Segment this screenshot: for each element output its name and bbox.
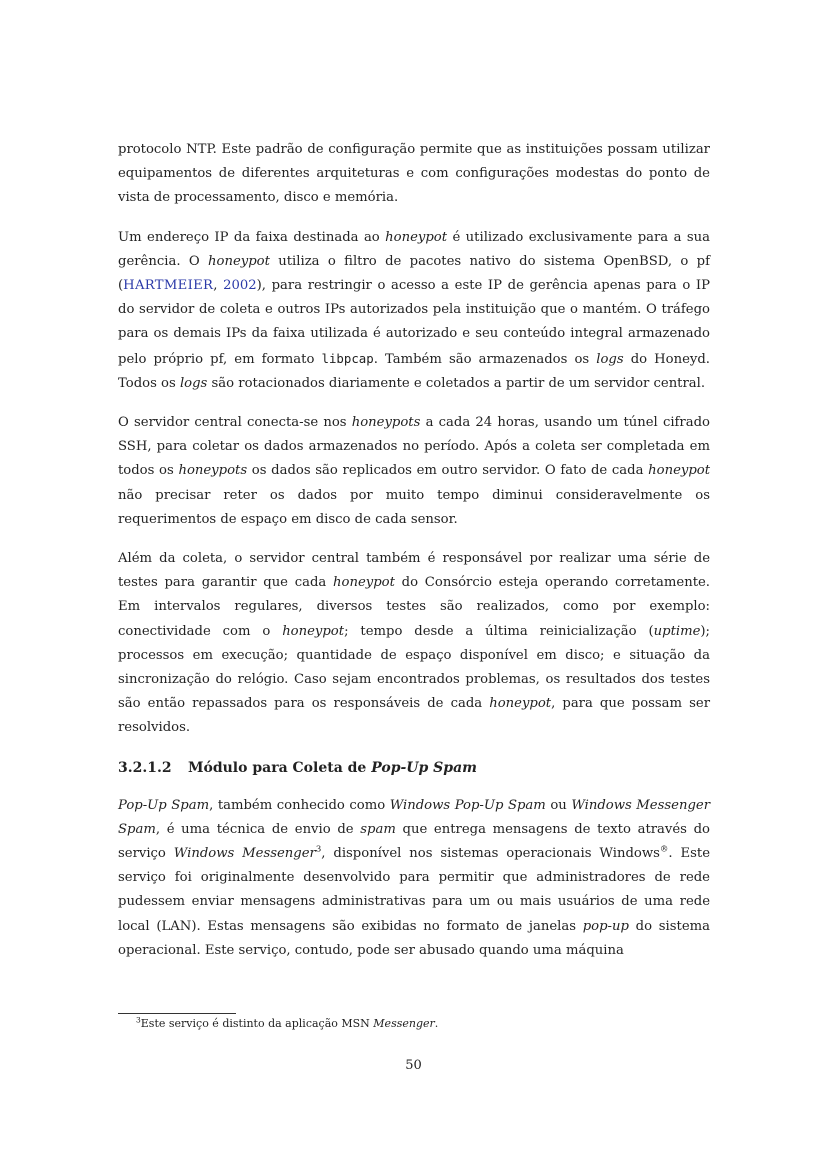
text-segment: não precisar reter os dados por muito tempo diminui consideravelmente os requerimentos de espaço em disco de cada sensor. <box>118 487 710 527</box>
footnote-rule <box>118 1013 236 1014</box>
text-segment: honeypot <box>333 575 395 591</box>
footnote-text-italic: Messenger <box>373 1017 435 1030</box>
text-segment: ; tempo desde a última reinicialização ( <box>344 623 654 639</box>
paragraph <box>118 794 710 963</box>
text-segment: Pop-Up Spam <box>118 797 210 813</box>
text-segment: protocolo NTP. Este padrão de configuração permite que as instituições possam utilizar equipamentos de diferentes arquiteturas e com configurações modestas do ponto de vista de processamento, disco e memória. <box>118 142 710 206</box>
section-title-italic: Pop-Up Spam <box>371 759 477 776</box>
text-segment: utiliza o filtro de pacotes nativo do sistema OpenBSD, o pf ( <box>118 253 711 294</box>
text-segment: . Este serviço foi originalmente desenvolvido para permitir que administradores de rede pudessem enviar mensagens administrativas para um ou mais usuários de uma rede local (LAN). Estas mensagens são exibidas no formato de janelas <box>118 846 711 934</box>
page-number: 50 <box>405 1058 422 1073</box>
text-segment: honeypot <box>385 229 448 245</box>
text-segment: logs <box>596 351 624 367</box>
footnote-marker: 3 <box>136 1015 141 1025</box>
body-paragraphs <box>118 138 710 741</box>
text-segment: os dados são replicados em outro servidor. O fato de cada <box>247 463 649 479</box>
text-segment: Windows Pop-Up Spam <box>389 797 546 813</box>
text-segment: uptime <box>653 623 701 639</box>
text-segment: honeypots <box>351 415 421 431</box>
text-segment: , é uma técnica de envio de <box>155 821 361 837</box>
paragraph <box>118 226 710 396</box>
text-segment: Windows Messenger Spam <box>118 797 710 837</box>
text-segment: Um endereço IP da faixa destinada ao <box>118 229 386 245</box>
text-segment: pop-up <box>582 918 629 934</box>
section-title: Módulo para Coleta de <box>188 759 372 776</box>
text-segment: , para que possam ser resolvidos. <box>118 696 710 736</box>
text-segment: são rotacionados diariamente e coletados a partir de um servidor central. <box>207 375 706 391</box>
section-heading <box>118 756 710 780</box>
text-segment: Além da coleta, o servidor central também é responsável por realizar uma série de testes para garantir que cada <box>118 551 710 591</box>
text-segment: , <box>213 278 224 294</box>
text-segment: honeypot <box>489 696 552 712</box>
text-segment: O servidor central conecta-se nos <box>118 415 352 431</box>
text-segment: honeypot <box>648 463 711 479</box>
footnote-text: Este serviço é distinto da aplicação MSN <box>140 1017 374 1030</box>
citation-link[interactable]: HARTMEIER <box>123 278 214 294</box>
text-segment: , disponível nos sistemas operacionais Windows <box>321 846 660 862</box>
footnote-text-end: . <box>434 1017 439 1030</box>
paragraph <box>118 547 710 741</box>
text-segment: honeypot <box>208 253 270 269</box>
text-segment: Windows Messenger <box>173 846 316 862</box>
text-segment: do sistema operacional. Este serviço, contudo, pode ser abusado quando uma máquina <box>118 918 710 958</box>
text-segment: do Honeyd. Todos os <box>118 351 711 391</box>
text-segment: ); processos em execução; quantidade de espaço disponível em disco; e situação da sincronização do relógio. Caso sejam encontrados problemas, os resultados dos testes são então repassados para os responsáveis de cada <box>118 623 710 712</box>
text-segment: do Consórcio esteja operando corretamente. Em intervalos regulares, diversos testes são realizados, como por exemplo: conectividade com o <box>118 575 710 639</box>
text-segment: ), para restringir o acesso a este IP de gerência apenas para o IP do servidor de coleta e outros IPs autorizados pela instituição que o mantém. O tráfego para os demais IPs da faixa utilizada é autorizado e seu conteúdo integral armazenado pelo próprio pf, em formato <box>118 278 710 367</box>
text-segment: a cada 24 horas, usando um túnel cifrado SSH, para coletar os dados armazenados no período. Após a coleta ser completada em todos os <box>118 415 710 479</box>
text-segment: ou <box>545 797 572 813</box>
text-segment: logs <box>179 375 208 391</box>
text-segment: honeypot <box>282 623 345 639</box>
citation-link[interactable]: 2002 <box>223 278 257 294</box>
superscript: 3 <box>315 844 322 855</box>
text-segment: . Também são armazenados os <box>373 351 597 367</box>
page-body <box>118 138 710 978</box>
footnote <box>136 1016 438 1032</box>
text-segment: , também conhecido como <box>209 797 390 813</box>
text-segment: libpcap <box>321 350 374 366</box>
superscript: ® <box>659 844 669 855</box>
paragraph <box>118 138 710 211</box>
text-segment: é utilizado exclusivamente para a sua gerência. O <box>118 229 710 269</box>
section-number: 3.2.1.2 <box>118 759 172 776</box>
text-segment: spam <box>360 821 396 837</box>
text-segment: que entrega mensagens de texto através do serviço <box>118 821 711 862</box>
section-paragraphs <box>118 794 710 963</box>
text-segment: honeypots <box>178 463 248 479</box>
paragraph <box>118 411 710 532</box>
